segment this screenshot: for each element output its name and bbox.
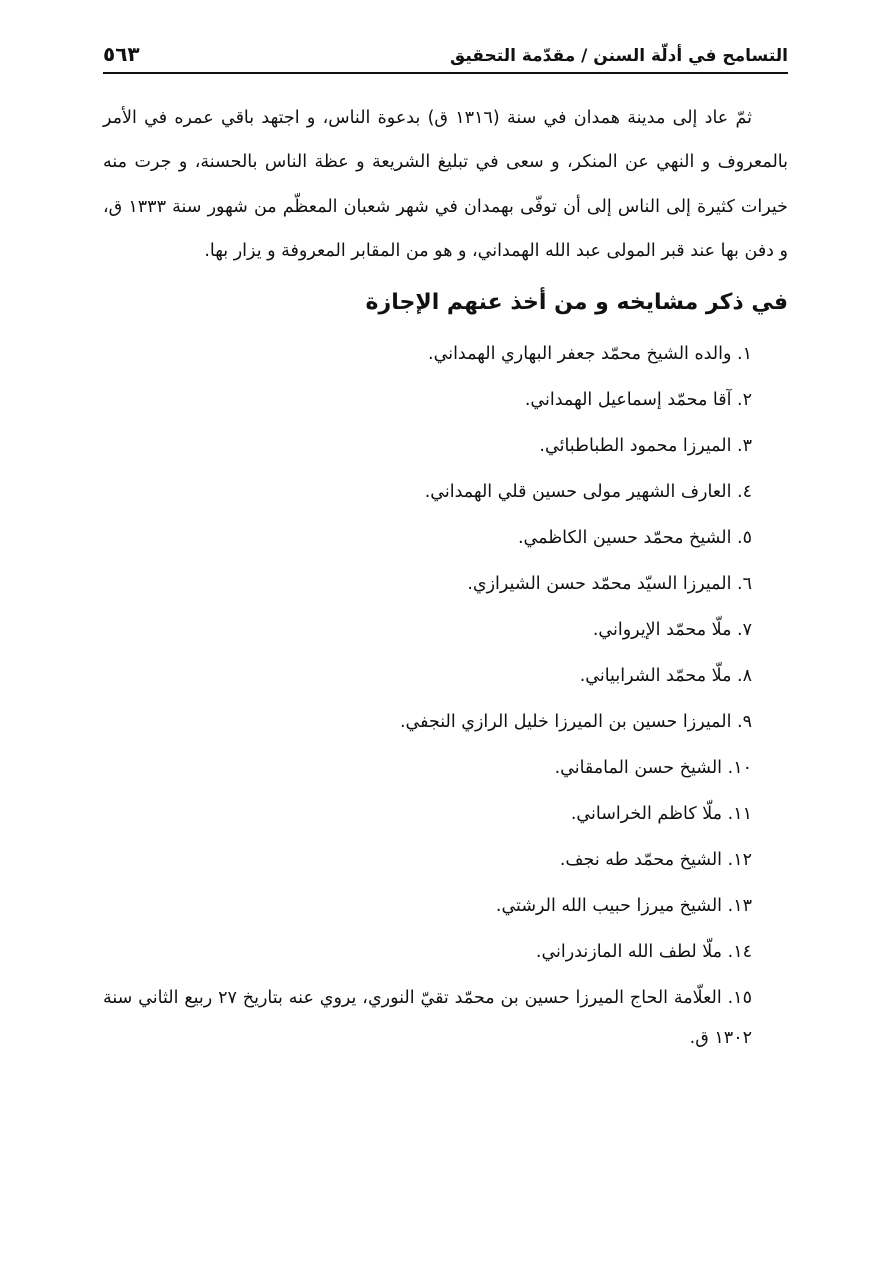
item-text: الشيخ حسن المامقاني. (554, 758, 723, 779)
list-item (103, 653, 788, 699)
list-item (103, 377, 788, 423)
list-item (103, 699, 788, 745)
item-text: الميرزا محمود الطباطبائي. (539, 436, 732, 457)
list-item (103, 561, 788, 607)
item-number: ١٤ . (722, 942, 752, 962)
item-text: العلّامة الحاج الميرزا حسين بن محمّد تقيّ النوري، يروي عنه بتاريخ ٢٧ ربيع الثاني سنة ١٣٠٢ ق. (103, 988, 752, 1049)
item-text: ملّا محمّد الإيرواني. (592, 620, 732, 641)
item-number: ١٢ . (722, 850, 752, 870)
page-number: ٥٦٣ (103, 42, 140, 66)
list-item (103, 469, 788, 515)
item-number: ٢ . (731, 390, 752, 410)
item-text: العارف الشهير مولى حسين قلي الهمداني. (424, 482, 732, 503)
list-item (103, 883, 788, 929)
running-title: التسامح في أدلّة السنن / مقدّمة التحقيق (450, 46, 788, 66)
list-item (103, 607, 788, 653)
item-text: ملّا محمّد الشرابياني. (579, 666, 732, 687)
item-number: ١٠ . (722, 758, 752, 778)
list-item (103, 745, 788, 791)
biography-paragraph: ثمّ عاد إلى مدينة همدان في سنة (١٣١٦ ق) بدعوة الناس، و اجتهد باقي عمره في الأمر بالمعروف و النهي عن المنكر، و سعى في تبليغ الشريعة و عظة الناس بالحسنة، و جرت منه خيرات كثيرة إلى الناس إلى أن توفّى بهمدان في شهر شعبان المعظّم من شهور سنة ١٣٣٣ ق، و دفن بها عند قبر المولى عبد الله الهمداني، و هو من المقابر المعروفة و يزار بها. (103, 108, 788, 261)
list-item (103, 331, 788, 377)
page-body (103, 96, 788, 1058)
list-item (103, 929, 788, 975)
running-header (103, 34, 788, 74)
item-text: الشيخ محمّد حسين الكاظمي. (517, 528, 732, 549)
item-number: ١١ . (722, 804, 752, 824)
item-text: ملّا لطف الله المازندراني. (535, 942, 723, 963)
item-number: ٦ . (731, 574, 752, 594)
list-item (103, 791, 788, 837)
item-text: والده الشيخ محمّد جعفر البهاري الهمداني. (428, 344, 732, 365)
item-text: الميرزا حسين بن الميرزا خليل الرازي النجفي. (399, 712, 732, 733)
list-item (103, 423, 788, 469)
item-text: الشيخ ميرزا حبيب الله الرشتي. (495, 896, 723, 917)
item-number: ١ . (731, 344, 752, 364)
item-text: الميرزا السيّد محمّد حسن الشيرازي. (467, 574, 732, 595)
item-number: ١٣ . (722, 896, 752, 916)
list-item (103, 975, 788, 1058)
item-number: ٤ . (731, 482, 752, 502)
teachers-list (103, 331, 788, 1058)
list-item (103, 515, 788, 561)
item-number: ٥ . (731, 528, 752, 548)
item-text: ملّا كاظم الخراساني. (570, 804, 723, 825)
item-number: ١٥ . (722, 988, 752, 1008)
item-number: ٣ . (731, 436, 752, 456)
item-number: ٩ . (731, 712, 752, 732)
item-text: الشيخ محمّد طه نجف. (559, 850, 723, 871)
list-item (103, 837, 788, 883)
item-text: آقا محمّد إسماعيل الهمداني. (524, 390, 732, 411)
item-number: ٧ . (731, 620, 752, 640)
item-number: ٨ . (731, 666, 752, 686)
section-heading: في ذكر مشايخه و من أخذ عنهم الإجازة (365, 290, 788, 316)
